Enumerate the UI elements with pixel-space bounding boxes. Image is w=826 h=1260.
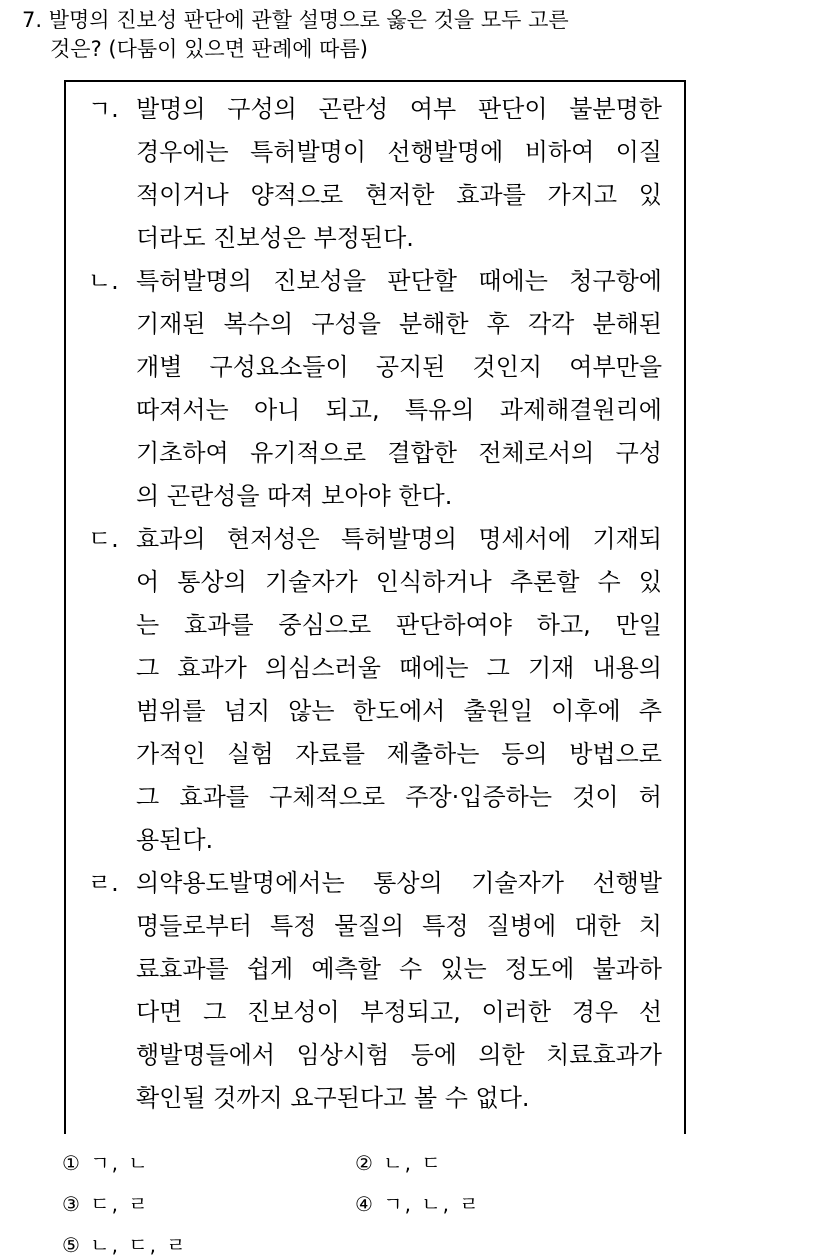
statement-row bbox=[66, 1077, 684, 1120]
statement-line: 다면 그 진보성이 부정되고, 이러한 경우 선 bbox=[136, 998, 662, 1026]
statement-line: 는 효과를 중심으로 판단하여야 하고, 만일 bbox=[136, 611, 662, 639]
question-text-line1: 발명의 진보성 판단에 관할 설명으로 옳은 것을 모두 고른 bbox=[48, 8, 569, 32]
statement-row bbox=[66, 561, 684, 604]
statement-line: 적이거나 양적으로 현저한 효과를 가지고 있 bbox=[136, 181, 662, 209]
statement-row bbox=[66, 217, 684, 260]
question-stem bbox=[0, 0, 826, 64]
statement-row bbox=[66, 948, 684, 991]
statement-line: 의약용도발명에서는 통상의 기술자가 선행발 bbox=[136, 869, 662, 897]
item-marker: ㄱ. bbox=[88, 95, 119, 123]
statement-row bbox=[66, 174, 684, 217]
statement-line: 경우에는 특허발명이 선행발명에 비하여 이질 bbox=[136, 138, 662, 166]
statement-line: 가적인 실험 자료를 제출하는 등의 방법으로 bbox=[136, 740, 662, 768]
statement-line: 범위를 넘지 않는 한도에서 출원일 이후에 추 bbox=[136, 697, 662, 725]
statement-line: 료효과를 쉽게 예측할 수 있는 정도에 불과하 bbox=[136, 955, 662, 983]
statement-line: 기재된 복수의 구성을 분해한 후 각각 분해된 bbox=[136, 310, 662, 338]
statement-line: 명들로부터 특정 물질의 특정 질병에 대한 치 bbox=[136, 912, 662, 940]
statement-line: 특허발명의 진보성을 판단할 때에는 청구항에 bbox=[136, 267, 662, 295]
statement-row bbox=[66, 88, 684, 131]
statement-line: 그 효과가 의심스러울 때에는 그 기재 내용의 bbox=[136, 654, 662, 682]
question-number: 7. bbox=[22, 8, 43, 32]
statement-row bbox=[66, 991, 684, 1034]
statement-row bbox=[66, 303, 684, 346]
statement-row bbox=[66, 389, 684, 432]
statement-line: 의 곤란성을 따져 보아야 한다. bbox=[136, 482, 453, 510]
statement-row bbox=[66, 733, 684, 776]
statement-line: 더라도 진보성은 부정된다. bbox=[136, 224, 414, 252]
statement-line: 발명의 구성의 곤란성 여부 판단이 불분명한 bbox=[136, 95, 662, 123]
choice-option[interactable]: ③ ㄷ, ㄹ bbox=[62, 1192, 150, 1216]
statement-row bbox=[66, 432, 684, 475]
statement-line: 그 효과를 구체적으로 주장·입증하는 것이 허 bbox=[136, 783, 662, 811]
statement-row bbox=[66, 819, 684, 862]
statement-line: 행발명들에서 임상시험 등에 의한 치료효과가 bbox=[136, 1041, 662, 1069]
statement-row bbox=[66, 1034, 684, 1077]
item-marker: ㄴ. bbox=[88, 267, 119, 295]
statement-box bbox=[64, 80, 686, 1134]
statement-row bbox=[66, 346, 684, 389]
statement-row bbox=[66, 776, 684, 819]
statement-line: 개별 구성요소들이 공지된 것인지 여부만을 bbox=[136, 353, 662, 381]
statement-row bbox=[66, 690, 684, 733]
item-marker: ㄷ. bbox=[88, 525, 119, 553]
statement-row bbox=[66, 647, 684, 690]
choice-option[interactable]: ① ㄱ, ㄴ bbox=[62, 1151, 150, 1175]
statement-row bbox=[66, 260, 684, 303]
statement-row bbox=[66, 604, 684, 647]
statement-line: 기초하여 유기적으로 결합한 전체로서의 구성 bbox=[136, 439, 662, 467]
statement-line: 용된다. bbox=[136, 826, 214, 854]
choice-option[interactable]: ④ ㄱ, ㄴ, ㄹ bbox=[355, 1192, 481, 1216]
statement-row bbox=[66, 518, 684, 561]
choice-option[interactable]: ② ㄴ, ㄷ bbox=[355, 1151, 443, 1175]
choice-option[interactable]: ⑤ ㄴ, ㄷ, ㄹ bbox=[62, 1233, 188, 1257]
answer-choices bbox=[62, 1148, 826, 1260]
statement-line: 따져서는 아니 되고, 특유의 과제해결원리에 bbox=[136, 396, 662, 424]
question-text-line2: 것은? (다툼이 있으면 판례에 따름) bbox=[50, 37, 368, 61]
statement-row bbox=[66, 862, 684, 905]
statement-line: 어 통상의 기술자가 인식하거나 추론할 수 있 bbox=[136, 568, 662, 596]
statement-row bbox=[66, 131, 684, 174]
statement-line: 효과의 현저성은 특허발명의 명세서에 기재되 bbox=[136, 525, 662, 553]
statement-row bbox=[66, 475, 684, 518]
statement-line: 확인될 것까지 요구된다고 볼 수 없다. bbox=[136, 1084, 530, 1112]
statement-row bbox=[66, 905, 684, 948]
item-marker: ㄹ. bbox=[88, 869, 119, 897]
